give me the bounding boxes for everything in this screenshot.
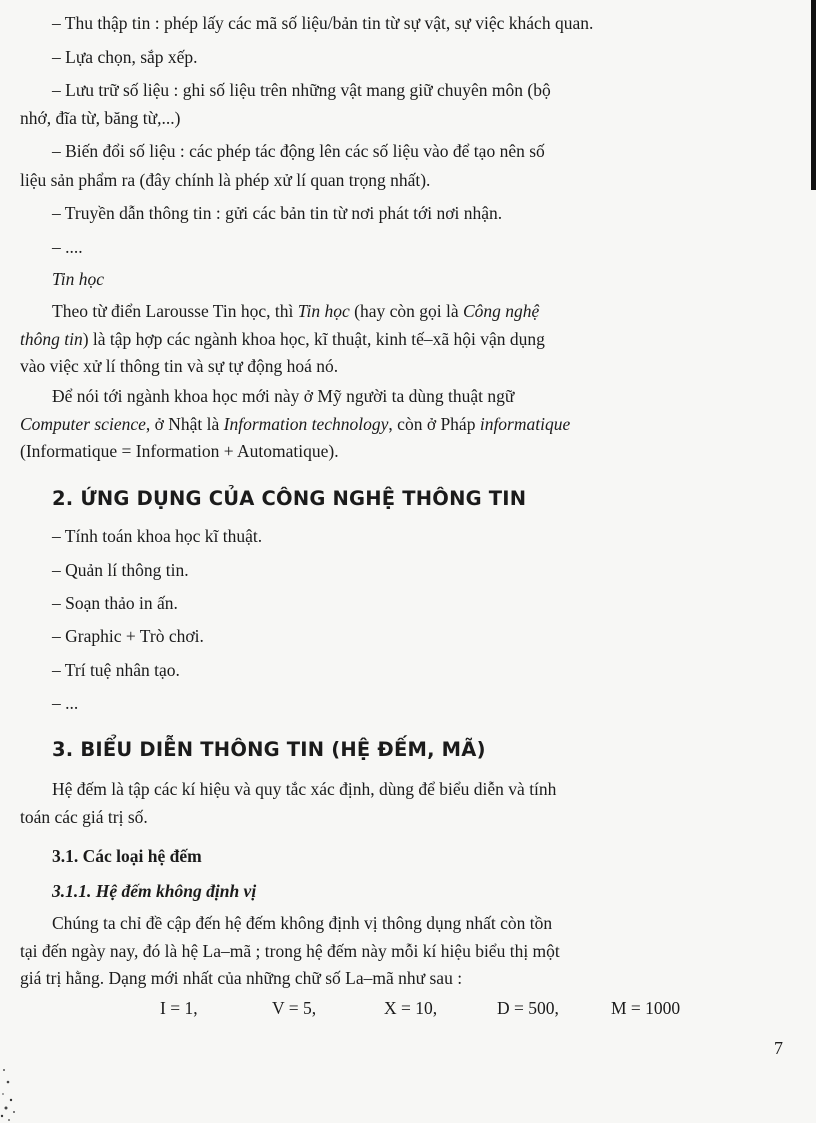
paragraph-line: Hệ đếm là tập các kí hiệu và quy tắc xác định, dùng để biểu diễn và tính — [52, 779, 557, 799]
italic-term: Tin học — [297, 301, 350, 321]
list-item-store-cont: nhớ, đĩa từ, băng từ,...) — [20, 108, 181, 128]
text-span: (hay còn gọi là — [349, 301, 463, 321]
roman-numeral: M = 1000 — [611, 998, 681, 1018]
italic-term: Computer science — [20, 414, 146, 434]
text-span: ) là tập hợp các ngành khoa học, kĩ thuật, kinh tế–xã hội vận dụng — [82, 329, 545, 349]
paragraph-line: tại đến ngày nay, đó là hệ La–mã ; trong hệ đếm này mỗi kí hiệu biểu thị một — [20, 941, 560, 961]
list-item: – Trí tuệ nhân tạo. — [52, 660, 180, 680]
list-item-store: – Lưu trữ số liệu : ghi số liệu trên những vật mang giữ chuyên môn (bộ — [52, 80, 551, 100]
roman-numeral: X = 10, — [384, 998, 438, 1018]
list-item-transmit: – Truyền dẫn thông tin : gửi các bản tin từ nơi phát tới nơi nhận. — [52, 203, 503, 223]
list-item: – Quản lí thông tin. — [52, 560, 189, 580]
paragraph-line — [20, 413, 570, 435]
list-item-collect: – Thu thập tin : phép lấy các mã số liệu/bản tin từ sự vật, sự việc khách quan. — [52, 13, 594, 33]
paragraph-line — [20, 328, 545, 350]
section-3-heading: 3. BIỂU DIỄN THÔNG TIN (HỆ ĐẾM, MÃ) — [52, 738, 486, 761]
italic-term: Information technology — [223, 414, 389, 434]
roman-numeral: I = 1, — [160, 998, 198, 1018]
paragraph-line — [52, 300, 539, 322]
text-span: Theo từ điển Larousse Tin học, thì — [52, 301, 298, 321]
list-item-etc: – .... — [52, 237, 83, 257]
paragraph-line: toán các giá trị số. — [20, 807, 148, 827]
text-span: , ở Nhật là — [145, 414, 224, 434]
roman-numeral: D = 500, — [497, 998, 559, 1018]
subsubsection-heading: 3.1.1. Hệ đếm không định vị — [52, 881, 257, 901]
scan-edge-shadow — [811, 0, 816, 190]
list-item-transform: – Biến đổi số liệu : các phép tác động lên các số liệu vào để tạo nên số — [52, 141, 545, 161]
italic-term: thông tin — [20, 329, 83, 349]
list-item-select: – Lựa chọn, sắp xếp. — [52, 47, 198, 67]
paragraph-line: Để nói tới ngành khoa học mới này ở Mỹ người ta dùng thuật ngữ — [52, 386, 515, 406]
text-span: , còn ở Pháp — [388, 414, 480, 434]
list-item: – Tính toán khoa học kĩ thuật. — [52, 526, 263, 546]
italic-term: informatique — [479, 414, 571, 434]
roman-numeral: V = 5, — [272, 998, 317, 1018]
paragraph-line: vào việc xử lí thông tin và sự tự động hoá nó. — [20, 356, 339, 376]
list-item: – ... — [52, 693, 79, 713]
page-number: 7 — [774, 1038, 783, 1058]
paragraph-line: Chúng ta chỉ đề cập đến hệ đếm không định vị thông dụng nhất còn tồn — [52, 913, 553, 933]
italic-term: Công nghệ — [462, 301, 540, 321]
paragraph-line: giá trị hằng. Dạng mới nhất của những chữ số La–mã như sau : — [20, 968, 463, 988]
subsection-heading: 3.1. Các loại hệ đếm — [52, 846, 202, 866]
paragraph-line: (Informatique = Information + Automatique). — [20, 441, 339, 461]
tin-hoc-heading: Tin học — [52, 269, 105, 289]
section-2-heading: 2. ỨNG DỤNG CỦA CÔNG NGHỆ THÔNG TIN — [52, 487, 527, 510]
scan-noise — [0, 1060, 30, 1123]
list-item-transform-cont: liệu sản phẩm ra (đây chính là phép xử lí quan trọng nhất). — [20, 170, 431, 190]
list-item: – Soạn thảo in ấn. — [52, 593, 178, 613]
list-item: – Graphic + Trò chơi. — [52, 626, 204, 646]
